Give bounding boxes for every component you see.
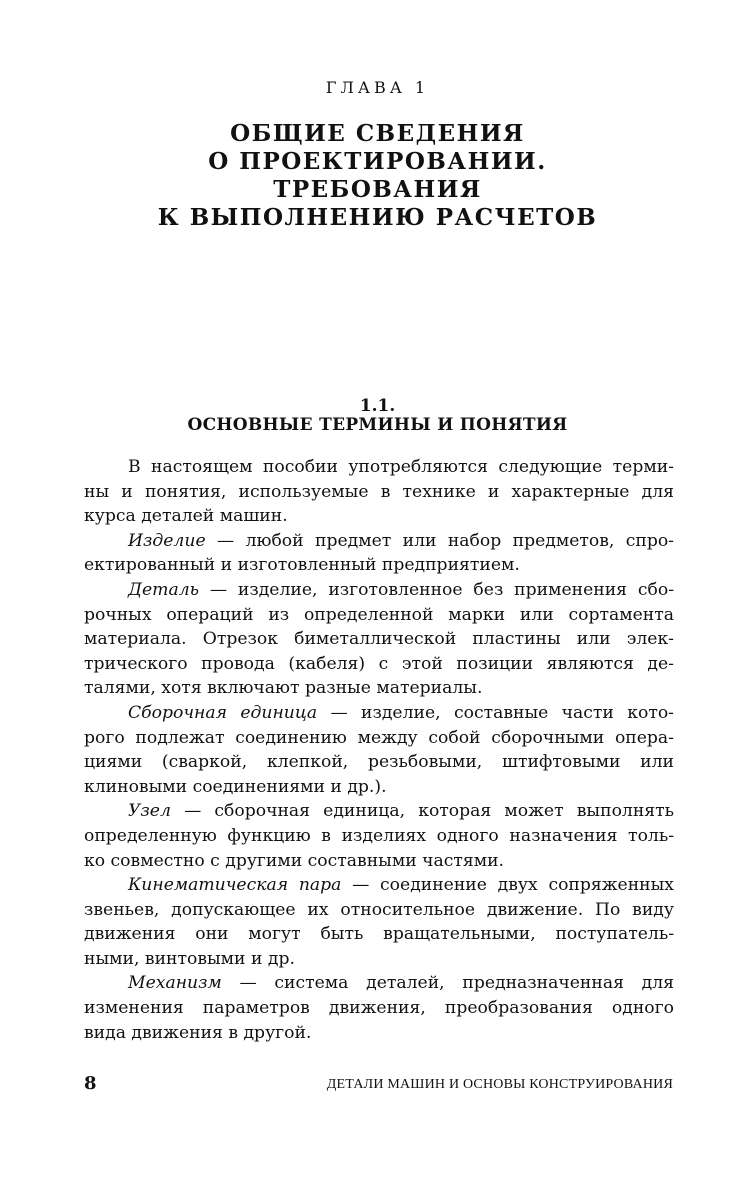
text-line [84,726,674,751]
chapter-title-line: О ПРОЕКТИРОВАНИИ. [208,148,547,175]
line-text: клиновыми соединениями и др.). [84,776,387,797]
defined-term: Механизм [128,973,222,994]
line-text: рочных операций из определенной марки или сортамента [84,604,674,625]
text-line [84,578,674,603]
line-text: движения они могут быть вращательными, поступатель- [84,924,674,945]
text-line [84,996,674,1021]
text-line [84,775,674,800]
chapter-label: ГЛАВА 1 [325,78,430,97]
text-line [84,504,674,529]
line-text: курса деталей машин. [84,506,288,527]
text-line [84,603,674,628]
line-text: изменения параметров движения, преобразования одного [84,998,674,1019]
line-text: — изделие, изготовленное без применения сбо- [199,579,674,600]
defined-term: Узел [128,801,171,822]
line-text: — система деталей, предназначенная для [221,973,674,994]
text-line [84,1021,674,1046]
defined-term: Сборочная единица [128,702,318,723]
defined-term: Кинематическая пара [128,875,342,896]
line-text: трического провода (кабеля) с этой позиции являются де- [84,653,674,674]
chapter-title [0,120,755,232]
line-text: рого подлежат соединению между собой сборочными опера- [84,727,674,748]
line-text: — любой предмет или набор предметов, спро- [205,530,674,551]
text-line [84,947,674,972]
line-text: материала. Отрезок биметаллической пластины или элек- [84,629,674,650]
text-line [84,553,674,578]
line-text: циями (сваркой, клепкой, резьбовыми, штифтовыми или [84,752,674,773]
text-line [84,701,674,726]
body-text [84,455,674,1045]
text-line [84,676,674,701]
line-text: звеньев, допускающее их относительное движение. По виду [84,899,674,920]
defined-term: Деталь [128,579,199,600]
chapter-title-line: К ВЫПОЛНЕНИЮ РАСЧЕТОВ [157,204,598,231]
text-line [84,849,674,874]
defined-term: Изделие [128,530,206,551]
text-line [84,971,674,996]
line-text: — сборочная единица, которая может выполнять [170,801,674,822]
text-line [84,627,674,652]
text-line [84,529,674,554]
line-text: ны и понятия, используемые в технике и характерные для [84,481,674,502]
text-line [84,922,674,947]
text-line [84,652,674,677]
text-line [84,799,674,824]
line-text: вида движения в другой. [84,1022,312,1043]
text-line [84,824,674,849]
line-text: В настоящем пособии употребляются следующие терми- [128,457,674,477]
line-text: ко совместно с другими составными частями. [84,850,505,871]
page-number: 8 [84,1073,97,1094]
line-text: — изделие, составные части кото- [317,702,674,723]
text-line [84,455,674,480]
text-line [84,480,674,505]
line-text: — соединение двух сопряженных [341,875,674,896]
chapter-title-line: ОБЩИЕ СВЕДЕНИЯ [230,120,525,147]
running-footer-title: ДЕТАЛИ МАШИН И ОСНОВЫ КОНСТРУИРОВАНИЯ [326,1077,673,1092]
chapter-title-line: ТРЕБОВАНИЯ [273,176,482,203]
text-line [84,750,674,775]
text-line [84,898,674,923]
line-text: талями, хотя включают разные материалы. [84,678,483,699]
section-title: ОСНОВНЫЕ ТЕРМИНЫ И ПОНЯТИЯ [187,415,568,435]
section-number: 1.1. [359,396,396,416]
line-text: определенную функцию в изделиях одного назначения толь- [84,825,674,846]
line-text: ными, винтовыми и др. [84,948,295,969]
text-line [84,873,674,898]
line-text: ектированный и изготовленный предприятием. [84,555,520,576]
